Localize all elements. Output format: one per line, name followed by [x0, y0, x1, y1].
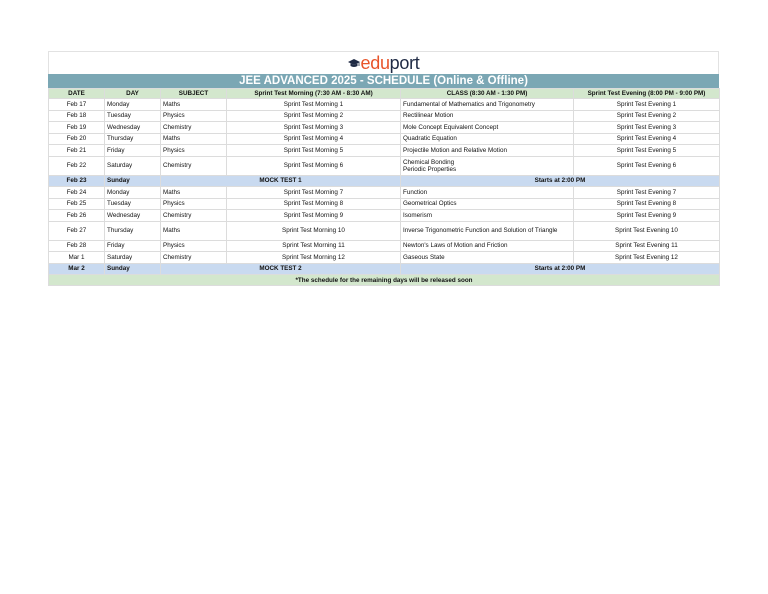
cell-date: Feb 22	[49, 156, 105, 175]
cell-day: Saturday	[105, 156, 161, 175]
cell-day: Tuesday	[105, 110, 161, 122]
cell-date: Feb 17	[49, 99, 105, 111]
table-row	[49, 221, 720, 240]
header-day: DAY	[105, 89, 161, 99]
cell-class: Gaseous State	[401, 252, 574, 264]
header-evening: Sprint Test Evening (8:00 PM - 9:00 PM)	[574, 89, 720, 99]
cell-mock-test: MOCK TEST 2	[161, 263, 401, 275]
table-row	[49, 110, 720, 122]
cell-mock-test: MOCK TEST 1	[161, 175, 401, 187]
cell-date: Feb 23	[49, 175, 105, 187]
cell-evening: Sprint Test Evening 12	[574, 252, 720, 264]
cell-morning: Sprint Test Morning 11	[227, 240, 401, 252]
cell-morning: Sprint Test Morning 5	[227, 145, 401, 157]
graduation-cap-icon	[348, 59, 360, 68]
cell-subject: Physics	[161, 198, 227, 210]
cell-subject: Chemistry	[161, 210, 227, 222]
cell-day: Monday	[105, 99, 161, 111]
cell-class	[401, 156, 574, 175]
cell-date: Mar 2	[49, 263, 105, 275]
footer-note: *The schedule for the remaining days will be released soon	[49, 275, 720, 286]
table-row	[49, 252, 720, 264]
cell-evening: Sprint Test Evening 8	[574, 198, 720, 210]
cell-evening: Sprint Test Evening 4	[574, 133, 720, 145]
table-row	[49, 198, 720, 210]
cell-subject: Chemistry	[161, 122, 227, 134]
header-date: DATE	[49, 89, 105, 99]
cell-day: Wednesday	[105, 122, 161, 134]
cell-day: Saturday	[105, 252, 161, 264]
cell-evening: Sprint Test Evening 10	[574, 221, 720, 240]
cell-evening: Sprint Test Evening 1	[574, 99, 720, 111]
cell-morning: Sprint Test Morning 3	[227, 122, 401, 134]
cell-evening: Sprint Test Evening 6	[574, 156, 720, 175]
header-class: CLASS (8:30 AM - 1:30 PM)	[401, 89, 574, 99]
cell-day: Monday	[105, 187, 161, 199]
schedule-table	[48, 88, 720, 286]
cell-morning: Sprint Test Morning 8	[227, 198, 401, 210]
cell-morning: Sprint Test Morning 2	[227, 110, 401, 122]
cell-evening: Sprint Test Evening 5	[574, 145, 720, 157]
header-row	[49, 89, 720, 99]
cell-class: Mole Concept Equivalent Concept	[401, 122, 574, 134]
cell-evening: Sprint Test Evening 11	[574, 240, 720, 252]
cell-day: Friday	[105, 240, 161, 252]
mock-test-row	[49, 263, 720, 275]
table-row	[49, 133, 720, 145]
cell-day: Thursday	[105, 221, 161, 240]
cell-subject: Physics	[161, 110, 227, 122]
cell-evening: Sprint Test Evening 9	[574, 210, 720, 222]
cell-date: Feb 21	[49, 145, 105, 157]
cell-date: Feb 24	[49, 187, 105, 199]
logo-row	[48, 51, 719, 74]
logo-suffix: port	[389, 53, 420, 73]
cell-class: Projectile Motion and Relative Motion	[401, 145, 574, 157]
table-row	[49, 122, 720, 134]
cell-class: Fundamental of Mathematics and Trigonometry	[401, 99, 574, 111]
cell-morning: Sprint Test Morning 4	[227, 133, 401, 145]
cell-subject: Maths	[161, 99, 227, 111]
table-row	[49, 210, 720, 222]
schedule-sheet	[48, 51, 719, 286]
cell-starts: Starts at 2:00 PM	[401, 263, 720, 275]
cell-day: Thursday	[105, 133, 161, 145]
cell-date: Mar 1	[49, 252, 105, 264]
table-row	[49, 99, 720, 111]
cell-day: Tuesday	[105, 198, 161, 210]
table-row	[49, 145, 720, 157]
cell-date: Feb 26	[49, 210, 105, 222]
cell-starts: Starts at 2:00 PM	[401, 175, 720, 187]
cell-morning: Sprint Test Morning 6	[227, 156, 401, 175]
cell-morning: Sprint Test Morning 9	[227, 210, 401, 222]
logo-prefix: e	[360, 53, 371, 73]
cell-date: Feb 27	[49, 221, 105, 240]
cell-day: Sunday	[105, 175, 161, 187]
cell-date: Feb 28	[49, 240, 105, 252]
class-topic-line: Periodic Properties	[403, 165, 457, 173]
cell-evening: Sprint Test Evening 3	[574, 122, 720, 134]
table-row	[49, 187, 720, 199]
cell-class: Inverse Trigonometric Function and Solution of Triangle	[401, 221, 574, 240]
cell-day: Wednesday	[105, 210, 161, 222]
cell-morning: Sprint Test Morning 12	[227, 252, 401, 264]
cell-subject: Chemistry	[161, 156, 227, 175]
footer-row	[49, 275, 720, 286]
cell-date: Feb 25	[49, 198, 105, 210]
cell-date: Feb 20	[49, 133, 105, 145]
cell-evening: Sprint Test Evening 2	[574, 110, 720, 122]
cell-morning: Sprint Test Morning 7	[227, 187, 401, 199]
cell-day: Friday	[105, 145, 161, 157]
cell-morning: Sprint Test Morning 1	[227, 99, 401, 111]
cell-class: Rectilinear Motion	[401, 110, 574, 122]
cell-subject: Maths	[161, 187, 227, 199]
cell-class: Quadratic Equation	[401, 133, 574, 145]
table-row	[49, 156, 720, 175]
cell-subject: Physics	[161, 240, 227, 252]
schedule-title: JEE ADVANCED 2025 - SCHEDULE (Online & Offline)	[48, 74, 719, 88]
cell-date: Feb 19	[49, 122, 105, 134]
mock-test-row	[49, 175, 720, 187]
header-morning: Sprint Test Morning (7:30 AM - 8:30 AM)	[227, 89, 401, 99]
header-subject: SUBJECT	[161, 89, 227, 99]
cell-subject: Maths	[161, 133, 227, 145]
logo-accent: du	[370, 53, 390, 73]
cell-morning: Sprint Test Morning 10	[227, 221, 401, 240]
cell-class: Newton's Laws of Motion and Friction	[401, 240, 574, 252]
cell-class: Function	[401, 187, 574, 199]
cell-class: Isomerism	[401, 210, 574, 222]
cell-class: Geometrical Optics	[401, 198, 574, 210]
table-row	[49, 240, 720, 252]
class-topic-line: Chemical Bonding	[403, 158, 455, 166]
cell-date: Feb 18	[49, 110, 105, 122]
cell-day: Sunday	[105, 263, 161, 275]
cell-subject: Chemistry	[161, 252, 227, 264]
eduport-logo	[348, 54, 420, 72]
cell-subject: Physics	[161, 145, 227, 157]
cell-evening: Sprint Test Evening 7	[574, 187, 720, 199]
cell-subject: Maths	[161, 221, 227, 240]
